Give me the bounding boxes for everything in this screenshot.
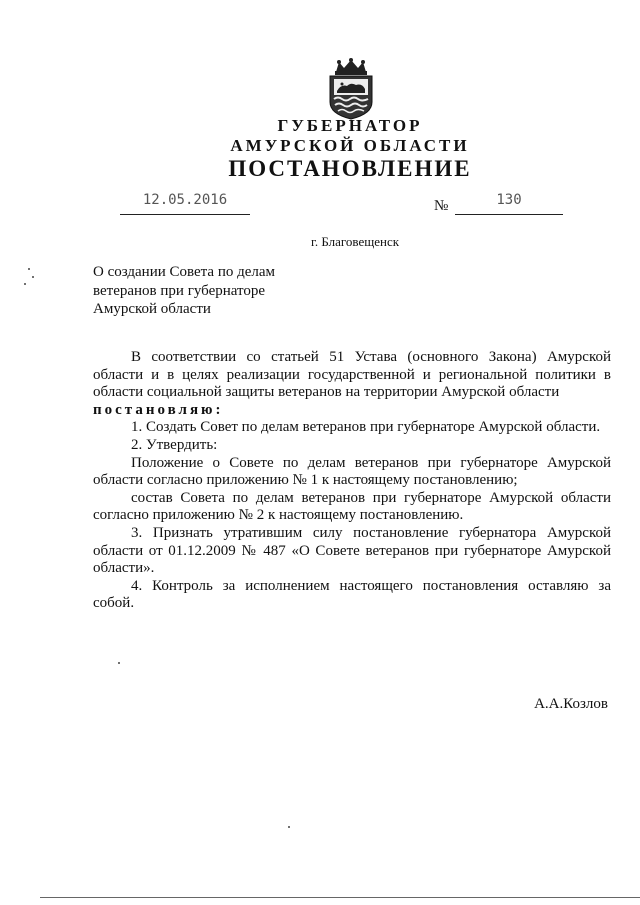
coat-of-arms-icon	[326, 58, 376, 120]
document-number: 130	[496, 192, 522, 208]
scan-speck	[288, 826, 290, 828]
document-subject	[93, 263, 333, 319]
header-title-governor: ГУБЕРНАТОР	[277, 116, 423, 135]
scan-edge-line	[40, 897, 640, 898]
item-1: 1. Создать Совет по делам ветеранов при губернаторе Амурской области.	[131, 419, 601, 436]
number-underline	[455, 214, 563, 215]
decree-text: постановляю:	[93, 401, 224, 418]
item-2a: Положение о Совете по делам ветеранов при губернаторе Амурской области согласно приложению № 1 к настоящему постановлению;	[93, 454, 611, 489]
item-2: 2. Утвердить:	[131, 436, 218, 453]
scan-speck	[24, 283, 26, 285]
subject-line: ветеранов при губернаторе	[93, 282, 266, 299]
date-underline	[120, 214, 250, 215]
document-type-title: ПОСТАНОВЛЕНИЕ	[228, 156, 472, 181]
header-title-region: АМУРСКОЙ ОБЛАСТИ	[230, 136, 470, 155]
item-2b: состав Совета по делам ветеранов при губернаторе Амурской области согласно приложению № 2 к настоящему постановлению.	[93, 489, 611, 524]
intro-paragraph: В соответствии со статьей 51 Устава (основного Закона) Амурской области и в целях реализации государственной и региональной политики в области социальной защиты ветеранов на территории Амурской области	[93, 349, 611, 401]
scan-speck	[28, 268, 30, 270]
document-body	[93, 349, 611, 613]
item-3: 3. Признать утратившим силу постановление губернатора Амурской области от 01.12.2009 № 487 «О Совете ветеранов при губернаторе Амурской области».	[93, 524, 611, 577]
subject-line: Амурской области	[93, 301, 211, 317]
scan-speck	[118, 662, 120, 664]
subject-line: О создании Совета по делам	[93, 264, 276, 280]
number-label: №	[434, 198, 449, 214]
signature-name: А.А.Козлов	[534, 696, 608, 712]
city-name: г. Благовещенск	[310, 234, 400, 249]
document-date: 12.05.2016	[142, 192, 228, 208]
item-4: 4. Контроль за исполнением настоящего постановления оставляю за собой.	[93, 577, 611, 612]
decree-word	[93, 402, 611, 420]
scan-speck	[32, 276, 34, 278]
